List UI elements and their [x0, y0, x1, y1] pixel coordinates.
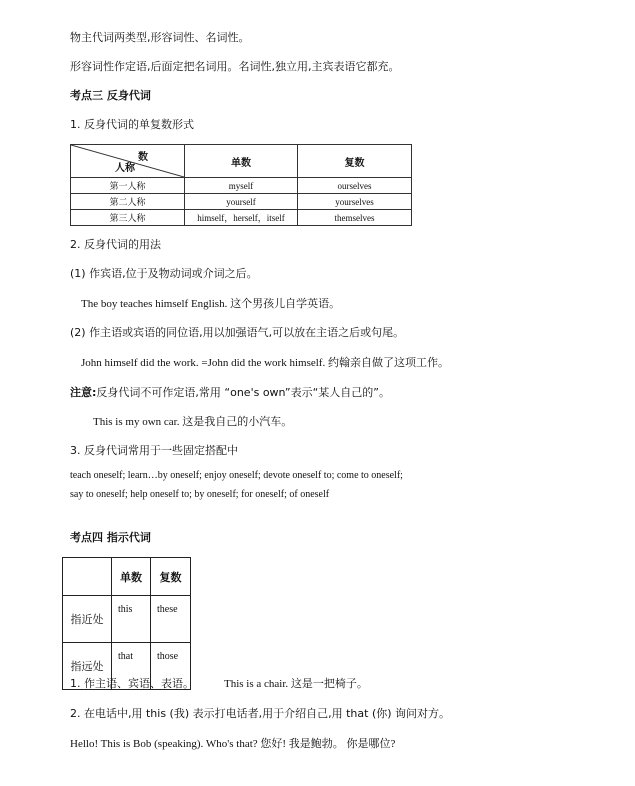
reflexive-pronoun-table — [70, 144, 412, 226]
header-singular: 单数 — [112, 558, 151, 596]
plural-cell: ourselves — [298, 178, 412, 194]
point-1-text: 1. 作主语、宾语、表语。 — [70, 677, 194, 690]
phrases-line-2: say to oneself; help oneself to; by oneself; for oneself; of oneself — [70, 489, 330, 500]
table-row — [71, 194, 412, 210]
person-cell: 第三人称 — [71, 210, 185, 226]
header-plural: 复数 — [298, 145, 412, 178]
plural-cell: yourselves — [298, 194, 412, 210]
section3-item1: 1. 反身代词的单复数形式 — [70, 118, 194, 131]
table-corner-cell — [71, 145, 185, 178]
table-header-row — [71, 145, 412, 178]
empty-corner-cell — [63, 558, 112, 596]
section3-heading: 考点三 反身代词 — [70, 89, 151, 102]
demonstrative-pronoun-table — [62, 557, 191, 690]
singular-cell: that — [112, 643, 151, 690]
note-text: 反身代词不可作定语,常用 “one's own”表示“某人自己的”。 — [96, 386, 391, 399]
person-cell: 第二人称 — [71, 194, 185, 210]
example-3: This is my own car. 这是我自己的小汽车。 — [93, 416, 293, 428]
point-1-example: This is a chair. 这是一把椅子。 — [224, 678, 368, 690]
corner-person-label: 人称 — [115, 163, 135, 174]
header-singular: 单数 — [185, 145, 298, 178]
plural-cell: those — [151, 643, 191, 690]
table-row — [71, 178, 412, 194]
usage-2: (2) 作主语或宾语的同位语,用以加强语气,可以放在主语之后或句尾。 — [70, 326, 405, 339]
section3-item3: 3. 反身代词常用于一些固定搭配中 — [70, 444, 238, 457]
person-cell: 第一人称 — [71, 178, 185, 194]
section3-item2: 2. 反身代词的用法 — [70, 238, 161, 251]
point-1 — [70, 677, 368, 691]
example-1: The boy teaches himself English. 这个男孩儿自学英语。 — [81, 298, 341, 310]
intro-line-1: 物主代词两类型,形容词性、名词性。 — [70, 31, 250, 44]
table-row — [71, 210, 412, 226]
corner-number-label: 数 — [138, 152, 148, 163]
singular-cell: yourself — [185, 194, 298, 210]
note-line — [70, 386, 390, 400]
intro-line-2: 形容词性作定语,后面定把名词用。名词性,独立用,主宾表语它都充。 — [70, 60, 400, 73]
note-label: 注意: — [70, 386, 97, 399]
phrases-line-1: teach oneself; learn…by oneself; enjoy oneself; devote oneself to; come to oneself; — [70, 470, 403, 481]
plural-cell: themselves — [298, 210, 412, 226]
row-label: 指远处 — [63, 643, 112, 690]
singular-cell: myself — [185, 178, 298, 194]
header-plural: 复数 — [151, 558, 191, 596]
table-header-row — [63, 558, 191, 596]
singular-cell: himself，herself，itself — [185, 210, 298, 226]
point-2: 2. 在电话中,用 this (我) 表示打电话者,用于介绍自己,用 that (你) 询问对方。 — [70, 707, 451, 720]
point-2-example: Hello! This is Bob (speaking). Who's that? 您好! 我是鲍勃。 你是哪位? — [70, 738, 396, 750]
table-row — [63, 596, 191, 643]
usage-1: (1) 作宾语,位于及物动词或介词之后。 — [70, 267, 258, 280]
section4-heading: 考点四 指示代词 — [70, 531, 151, 544]
row-label: 指近处 — [63, 596, 112, 643]
singular-cell: this — [112, 596, 151, 643]
plural-cell: these — [151, 596, 191, 643]
example-2: John himself did the work. =John did the work himself. 约翰亲自做了这项工作。 — [81, 357, 449, 369]
